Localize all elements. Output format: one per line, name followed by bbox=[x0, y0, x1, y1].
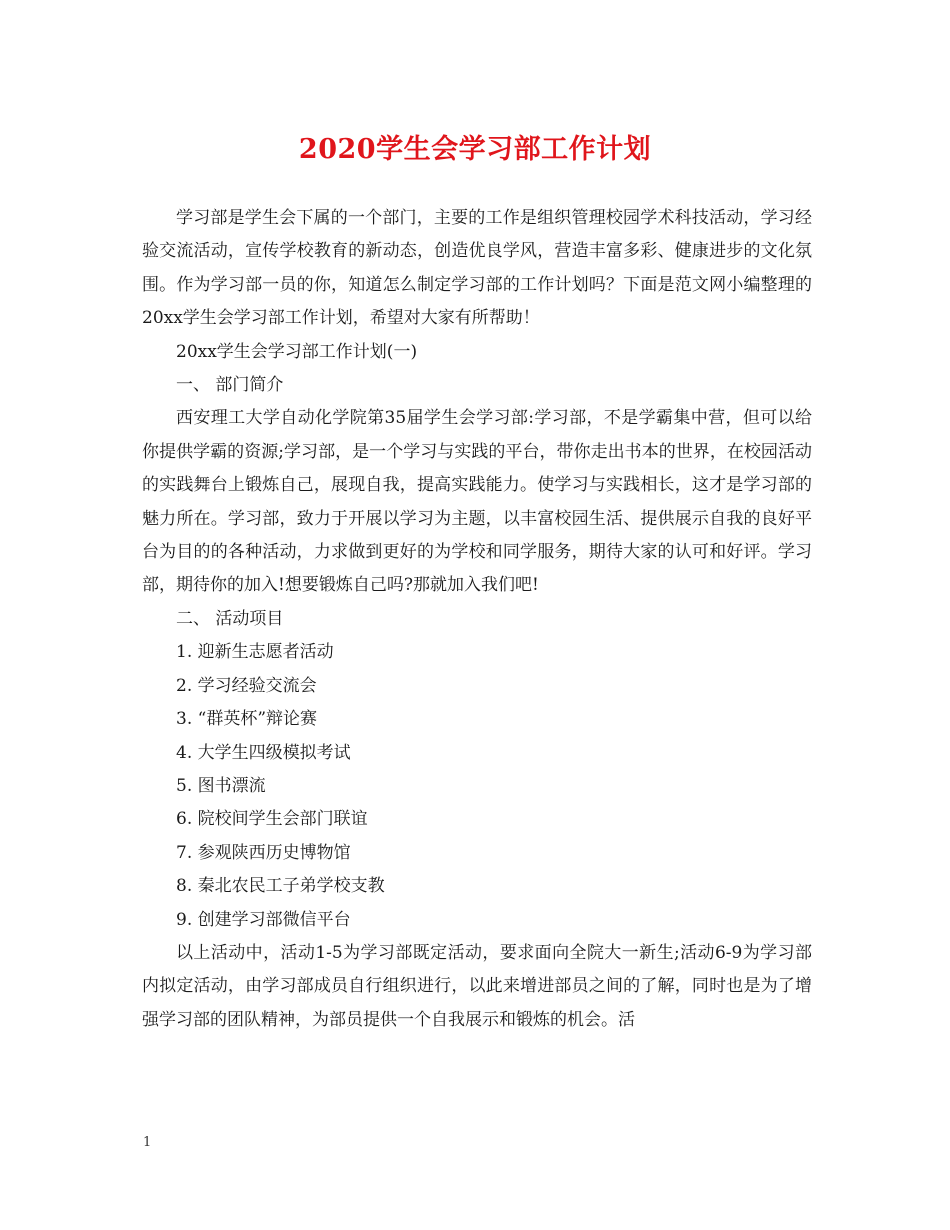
plan-heading: 20xx学生会学习部工作计划(一) bbox=[176, 341, 418, 362]
department-paragraph: 西安理工大学自动化学院第35届学生会学习部:学习部，不是学霸集中营，但可以给你提供学霸的资源;学习部，是一个学习与实践的平台，带你走出书本的世界，在校园活动的实践舞台上锻炼自己，展现自我，提高实践能力。使学习与实践相长，这才是学习部的魅力所在。学习部，致力于开展以学习为主题，以丰富校园生活、提供展示自我的良好平台为目的的各种活动，力求做到更好的为学校和同学服务，期待大家的认可和好评。学习部，期待你的加入!想要锻炼自己吗?那就加入我们吧! bbox=[142, 408, 812, 596]
list-item: 4. 大学生四级模拟考试 bbox=[176, 742, 351, 763]
document-title: 2020学生会学习部工作计划 bbox=[298, 134, 652, 165]
page-number: 1 bbox=[143, 1135, 152, 1150]
list-item: 3. “群英杯”辩论赛 bbox=[176, 709, 318, 730]
document-body bbox=[142, 202, 812, 1037]
list-item: 2. 学习经验交流会 bbox=[176, 675, 317, 696]
intro-paragraph: 学习部是学生会下属的一个部门，主要的工作是组织管理校园学术科技活动，学习经验交流活动，宣传学校教育的新动态，创造优良学风，营造丰富多彩、健康进步的文化氛围。作为学习部一员的你，知道怎么制定学习部的工作计划吗？下面是范文网小编整理的20xx学生会学习部工作计划，希望对大家有所帮助！ bbox=[142, 208, 812, 329]
list-item: 7. 参观陕西历史博物馆 bbox=[176, 842, 351, 863]
list-item: 6. 院校间学生会部门联谊 bbox=[176, 809, 368, 830]
section-heading-department: 一、 部门简介 bbox=[176, 375, 284, 396]
list-item: 8. 秦北农民工子弟学校支教 bbox=[176, 876, 385, 897]
section-heading-activities: 二、 活动项目 bbox=[176, 608, 284, 629]
closing-paragraph: 以上活动中，活动1-5为学习部既定活动，要求面向全院大一新生;活动6-9为学习部内拟定活动，由学习部成员自行组织进行，以此来增进部员之间的了解，同时也是为了增强学习部的团队精神，为部员提供一个自我展示和锻炼的机会。活 bbox=[142, 942, 812, 1030]
list-item: 9. 创建学习部微信平台 bbox=[176, 909, 351, 930]
list-item: 1. 迎新生志愿者活动 bbox=[176, 642, 334, 663]
list-item: 5. 图书漂流 bbox=[176, 775, 266, 796]
